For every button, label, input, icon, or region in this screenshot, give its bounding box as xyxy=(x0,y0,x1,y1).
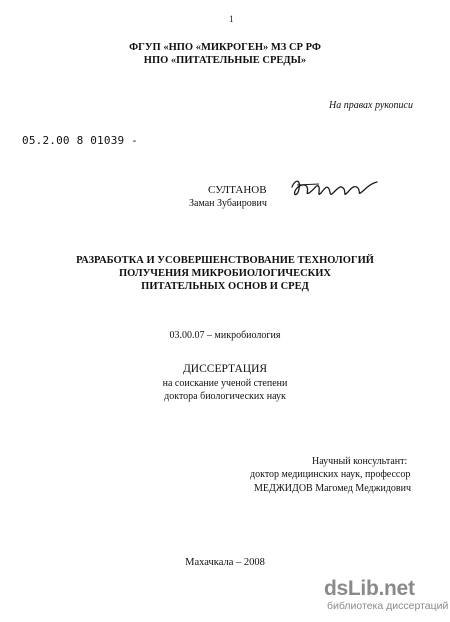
title-line: РАЗРАБОТКА И УСОВЕРШЕНСТВОВАНИЕ ТЕХНОЛОГИЙ xyxy=(76,255,374,266)
consultant-label: Научный консультант: xyxy=(312,456,408,467)
degree-purpose-line-2: доктора биологических наук xyxy=(164,391,286,402)
consultant-name: МЕДЖИДОВ Магомед Меджидович xyxy=(254,483,412,494)
page-number: 1 xyxy=(229,14,234,24)
dissertation-title xyxy=(0,254,450,293)
watermark-logo xyxy=(324,578,450,613)
author-surname: СУЛТАНОВ xyxy=(208,184,267,196)
title-line: ПИТАТЕЛЬНЫХ ОСНОВ И СРЕД xyxy=(141,281,309,292)
author-name: Заман Зубаирович xyxy=(189,198,267,209)
organization-line-1: ФГУП «НПО «МИКРОГЕН» МЗ СР РФ xyxy=(129,42,321,53)
degree-purpose-line-1: на соискание ученой степени xyxy=(162,378,288,389)
city-year: Махачкала – 2008 xyxy=(185,557,265,568)
specialty-code: 03.00.07 – микробиология xyxy=(169,330,281,341)
watermark-logo-text: dsLib.net xyxy=(324,577,415,600)
title-line: ПОЛУЧЕНИЯ МИКРОБИОЛОГИЧЕСКИХ xyxy=(118,268,332,279)
organization-line-2: НПО «ПИТАТЕЛЬНЫЕ СРЕДЫ» xyxy=(143,55,307,66)
registration-number: 05.2.00 8 01039 - xyxy=(22,134,138,147)
handwritten-signature xyxy=(289,173,384,203)
watermark-subtitle: библиотека диссертаций xyxy=(327,600,449,612)
dissertation-label: ДИССЕРТАЦИЯ xyxy=(182,363,268,375)
consultant-degree: доктор медицинских наук, профессор xyxy=(250,469,411,480)
manuscript-rights-note: На правах рукописи xyxy=(329,100,413,111)
